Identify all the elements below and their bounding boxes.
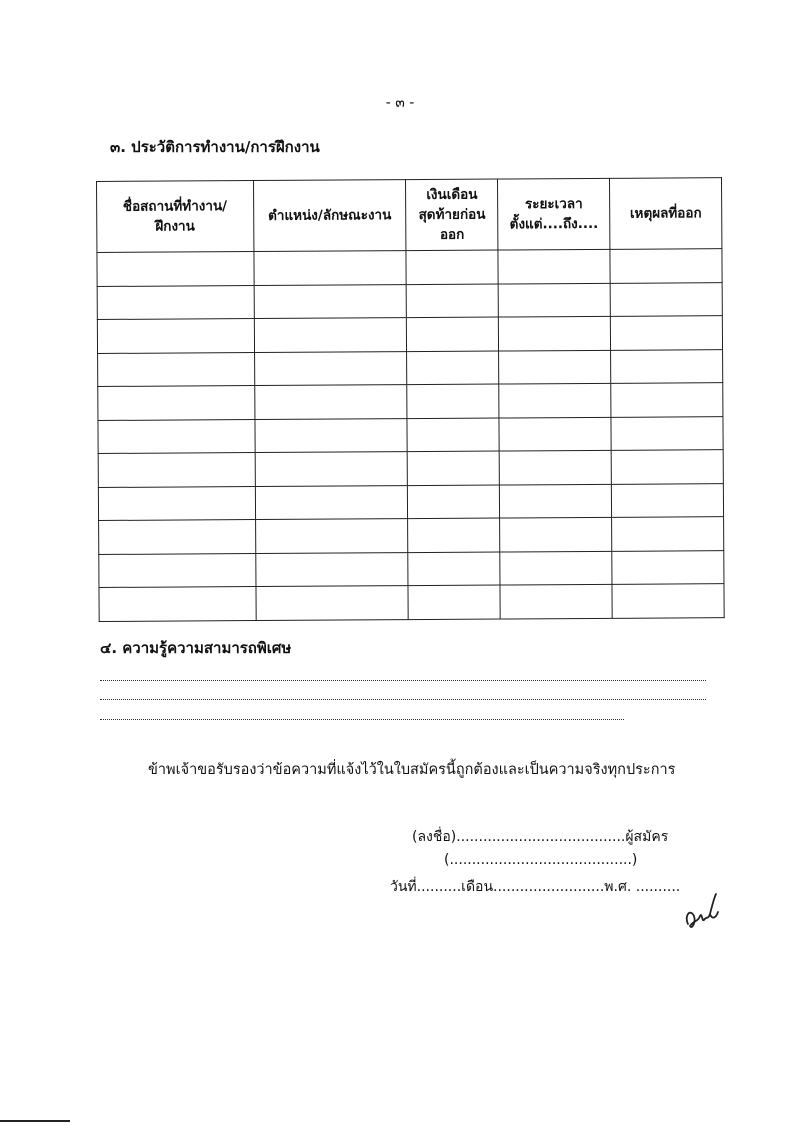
table-row xyxy=(99,584,724,621)
col-last-salary: เงินเดือน สุดท้ายก่อน ออก xyxy=(406,179,498,251)
initials-scribble xyxy=(682,886,722,936)
table-cell[interactable] xyxy=(612,584,724,618)
table-cell[interactable] xyxy=(99,553,256,587)
table-cell[interactable] xyxy=(610,249,722,283)
table-cell[interactable] xyxy=(256,586,409,620)
table-cell[interactable] xyxy=(611,349,723,383)
table-cell[interactable] xyxy=(406,250,498,284)
table-cell[interactable] xyxy=(612,517,724,551)
table-cell[interactable] xyxy=(500,484,612,518)
table-cell[interactable] xyxy=(612,550,724,584)
table-cell[interactable] xyxy=(97,252,254,286)
footer-rule xyxy=(0,1120,70,1122)
table-cell[interactable] xyxy=(254,251,407,285)
table-cell[interactable] xyxy=(500,584,612,618)
table-cell[interactable] xyxy=(499,383,611,417)
table-cell[interactable] xyxy=(611,416,723,450)
table-row xyxy=(97,282,722,319)
table-cell[interactable] xyxy=(499,316,611,350)
table-cell[interactable] xyxy=(98,453,255,487)
table-cell[interactable] xyxy=(408,552,500,586)
section-4-heading: ๔. ความรู้ความสามารถพิเศษ xyxy=(100,639,292,657)
table-cell[interactable] xyxy=(499,350,611,384)
date-line[interactable]: วันที่..........เดือน.........................พ.ศ. .......... xyxy=(390,879,681,895)
special-skills-line-3[interactable] xyxy=(100,719,624,720)
table-cell[interactable] xyxy=(611,450,723,484)
table-header-row xyxy=(97,178,722,253)
col-workplace: ชื่อสถานที่ทำงาน/ ฝึกงาน xyxy=(97,181,254,253)
table-cell[interactable] xyxy=(254,284,407,318)
table-cell[interactable] xyxy=(408,518,500,552)
table-cell[interactable] xyxy=(97,319,254,353)
table-row xyxy=(99,517,724,554)
table-cell[interactable] xyxy=(407,384,499,418)
table-cell[interactable] xyxy=(97,285,254,319)
table-cell[interactable] xyxy=(610,282,722,316)
table-row xyxy=(98,416,723,453)
table-cell[interactable] xyxy=(611,383,723,417)
table-cell[interactable] xyxy=(499,450,611,484)
table-row xyxy=(98,483,723,520)
table-cell[interactable] xyxy=(611,316,723,350)
table-cell[interactable] xyxy=(408,451,500,485)
table-row xyxy=(98,450,723,487)
table-body xyxy=(97,249,724,621)
table-cell[interactable] xyxy=(99,587,256,621)
certification-statement: ข้าพเจ้าขอรับรองว่าข้อความที่แจ้งไว้ในใบสมัครนี้ถูกต้องและเป็นความจริงทุกประการ xyxy=(148,762,676,778)
table-cell[interactable] xyxy=(254,318,407,352)
table-cell[interactable] xyxy=(254,351,407,385)
table-cell[interactable] xyxy=(408,485,500,519)
special-skills-line-1[interactable] xyxy=(100,680,706,681)
table-cell[interactable] xyxy=(255,418,408,452)
table-cell[interactable] xyxy=(254,385,407,419)
table-cell[interactable] xyxy=(407,351,499,385)
table-cell[interactable] xyxy=(98,352,255,386)
table-cell[interactable] xyxy=(500,551,612,585)
table-cell[interactable] xyxy=(612,483,724,517)
table-cell[interactable] xyxy=(407,317,499,351)
table-cell[interactable] xyxy=(500,517,612,551)
table-row xyxy=(97,316,722,353)
table-cell[interactable] xyxy=(255,452,408,486)
table-cell[interactable] xyxy=(98,386,255,420)
col-reason-for-leaving: เหตุผลที่ออก xyxy=(610,178,722,250)
special-skills-line-2[interactable] xyxy=(100,699,706,700)
table-row xyxy=(97,249,722,286)
table-row xyxy=(98,349,723,386)
table-cell[interactable] xyxy=(408,585,500,619)
table-cell[interactable] xyxy=(98,419,255,453)
table-cell[interactable] xyxy=(255,485,408,519)
table-row xyxy=(98,383,723,420)
applicant-name-line[interactable]: (.........................................) xyxy=(444,852,638,868)
applicant-signature-line[interactable]: (ลงชื่อ)......................................ผู้สมัคร xyxy=(412,829,669,845)
col-position: ตำแหน่ง/ลักษณะงาน xyxy=(253,180,406,252)
table-cell[interactable] xyxy=(99,520,256,554)
col-duration: ระยะเวลา ตั้งแต่....ถึง.... xyxy=(498,178,610,250)
work-history-table xyxy=(96,177,725,621)
table-cell[interactable] xyxy=(499,417,611,451)
table-cell[interactable] xyxy=(255,519,408,553)
table-cell[interactable] xyxy=(255,552,408,586)
table-cell[interactable] xyxy=(407,418,499,452)
table-cell[interactable] xyxy=(406,284,498,318)
table-cell[interactable] xyxy=(98,486,255,520)
table-row xyxy=(99,550,724,587)
section-3-heading: ๓. ประวัติการทำงาน/การฝึกงาน xyxy=(110,138,320,156)
page-number: - ๓ - xyxy=(385,95,415,111)
table-cell[interactable] xyxy=(498,283,610,317)
table-cell[interactable] xyxy=(498,249,610,283)
